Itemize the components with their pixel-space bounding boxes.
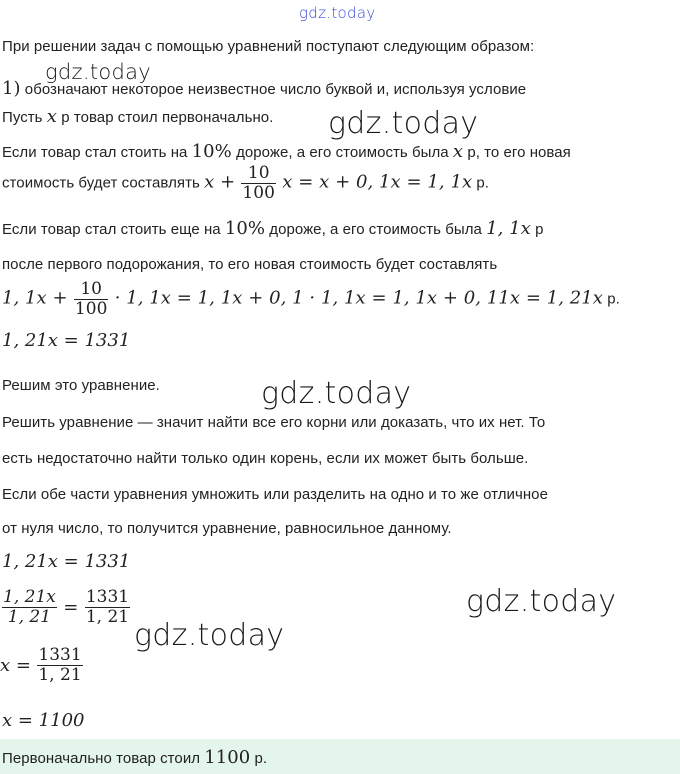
definition-line-1: Решить уравнение — значит найти все его корни или доказать, что их нет. То <box>2 414 546 431</box>
watermark: gdz.today <box>328 106 479 141</box>
rule-line-2: от нуля число, то получится уравнение, равносильное данному. <box>2 520 452 537</box>
equation-result: x = 1100 <box>2 710 85 731</box>
watermark: gdz.today <box>466 584 617 619</box>
answer-line: Первоначально товар стоил 1100 р. <box>2 747 268 768</box>
step-number: 1) <box>2 78 21 99</box>
first-increase-line: Если товар стал стоить на 10% дороже, а его стоимость была x р, то его новая <box>2 141 571 162</box>
fraction: $\frac{10}{100}$ <box>242 163 276 203</box>
let-line: Пусть x р товар стоил первоначально. <box>2 106 274 127</box>
watermark: gdz.today <box>134 618 285 653</box>
equation-divided: $\frac{1, 21x}{1, 21}$ = $\frac{1331}{1, 21}$ <box>3 587 130 627</box>
equation: 1, 21x = 1331 <box>2 551 131 572</box>
new-cost-line: стоимость будет составлять x + $\frac{10}{100}$ x = x + 0, 1x = 1, 1x р. <box>2 163 490 203</box>
equation-solution: x = $\frac{1331}{1, 21}$ <box>0 645 82 685</box>
fraction: $\frac{10}{100}$ <box>74 279 108 319</box>
fraction: $\frac{1331}{1, 21}$ <box>38 645 82 685</box>
fraction: $\frac{1331}{1, 21}$ <box>85 587 130 627</box>
watermark: gdz.today <box>45 60 152 84</box>
equation: 1, 21x = 1331 <box>2 330 131 351</box>
second-cost-line: 1, 1x + $\frac{10}{100}$ · 1, 1x = 1, 1x + 0, 1 · 1, 1x = 1, 1x + 0, 11x = 1, 21x р. <box>2 279 620 319</box>
step-1-line <box>2 78 526 99</box>
step-text: обозначают некоторое неизвестное число буквой и, используя условие <box>24 81 527 98</box>
definition-line-2: есть недостаточно найти только один корень, если их может быть больше. <box>2 450 529 467</box>
fraction: $\frac{1, 21x}{1, 21}$ <box>3 587 56 627</box>
rule-line-1: Если обе части уравнения умножить или разделить на одно и то же отличное <box>2 486 548 503</box>
solve-intro: Решим это уравнение. <box>2 377 160 394</box>
second-increase-line: Если товар стал стоить еще на 10% дороже, а его стоимость была 1, 1x р <box>2 218 544 239</box>
watermark: gdz.today <box>299 4 376 22</box>
after-first-line: после первого подорожания, то его новая стоимость будет составлять <box>2 256 498 273</box>
intro-text: При решении задач с помощью уравнений поступают следующим образом: <box>2 38 535 55</box>
watermark: gdz.today <box>261 376 412 411</box>
